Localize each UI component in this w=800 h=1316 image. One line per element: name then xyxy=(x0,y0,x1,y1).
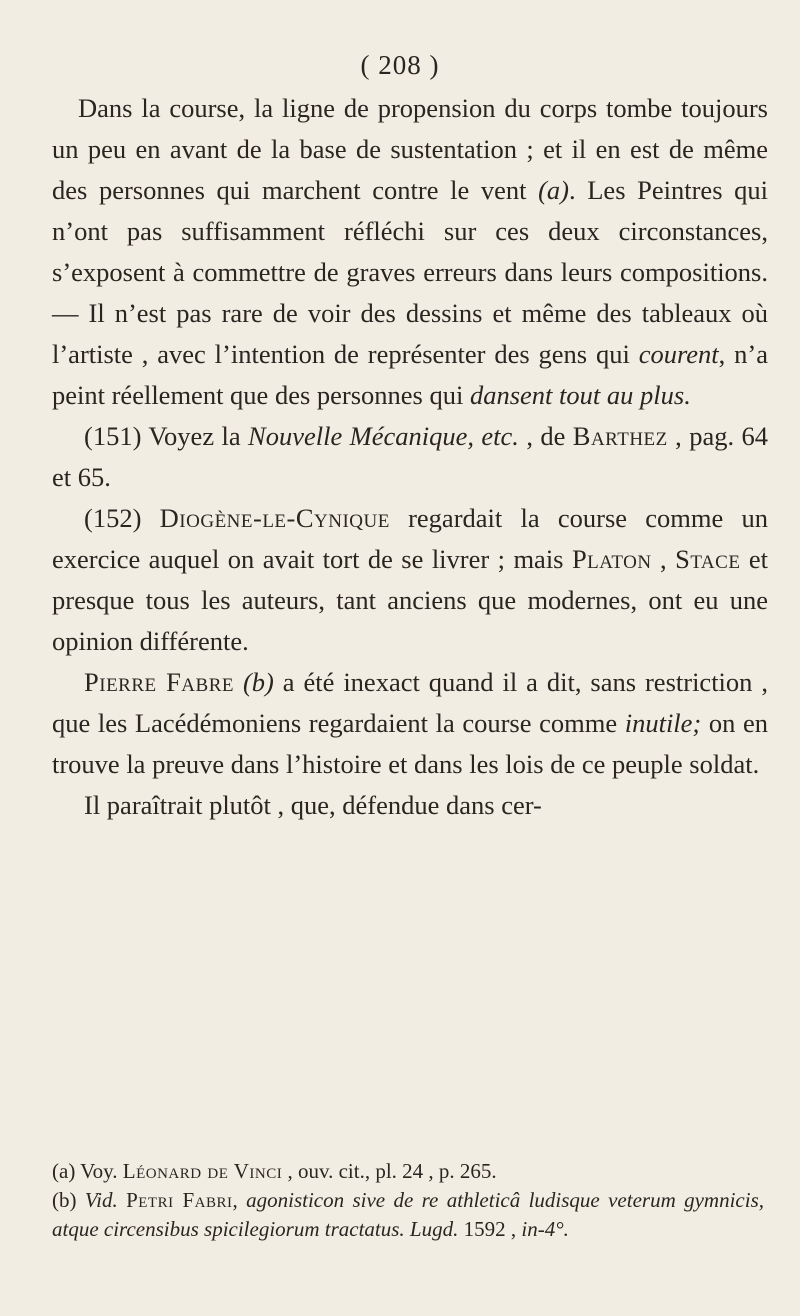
italic-format: in-4°. xyxy=(521,1217,569,1241)
footnote-marker: (b) xyxy=(52,1188,77,1212)
author-name: Pierre Fabre xyxy=(84,667,234,697)
author-name: Diogène-le-Cynique xyxy=(159,503,390,533)
text-fragment: 1592 , xyxy=(458,1217,522,1241)
paragraph-continuation xyxy=(52,785,768,826)
main-text xyxy=(52,88,768,826)
text-fragment: , ouv. cit., pl. 24 , p. 265. xyxy=(282,1159,497,1183)
author-name: Stace xyxy=(675,544,741,574)
text-fragment: Voy. xyxy=(75,1159,123,1183)
footnotes xyxy=(52,1157,764,1244)
paragraph-152 xyxy=(52,498,768,662)
author-name: Petri Fabri xyxy=(126,1188,233,1212)
text-fragment: , de xyxy=(518,421,573,451)
text-fragment xyxy=(118,1188,126,1212)
paragraph-number: (152) xyxy=(84,503,142,533)
author-name: Barthez xyxy=(572,421,668,451)
paragraph-fabre xyxy=(52,662,768,785)
italic-inutile: inutile; xyxy=(624,708,702,738)
note-ref-a: (a) xyxy=(538,175,569,205)
footnote-a xyxy=(52,1157,764,1186)
italic-dansent: dansent tout au plus. xyxy=(469,380,691,410)
text-fragment: on en trouve la preuve dans l’histoire et dans les lois de ce peuple soldat. xyxy=(52,708,768,779)
text-fragment: . Les Peintres qui n’ont pas suffisamment réfléchi sur ces deux circonstances, s’exposent à commettre de graves erreurs dans leurs compositions. — Il n’est pas rare de voir des dessins et même des tableaux où l’artiste , avec l’intention de représenter des gens qui xyxy=(52,175,768,369)
italic-title: Nouvelle Mécanique, etc. xyxy=(248,421,519,451)
author-name: Platon xyxy=(571,544,652,574)
text-fragment: a été inexact quand il a dit, sans restriction , que les Lacédémoniens regardaient la course comme xyxy=(52,667,768,738)
text-fragment: regardait la course comme un exercice auquel on avait tort de se livrer ; mais xyxy=(52,503,769,574)
text-fragment: , n’a peint réellement que des personnes qui xyxy=(52,339,768,410)
author-name: Léonard de Vinci xyxy=(122,1159,283,1183)
paragraph-number: (151) xyxy=(84,421,142,451)
paragraph-course xyxy=(52,88,768,416)
paragraph-151 xyxy=(52,416,768,498)
footnote-marker: (a) xyxy=(52,1159,76,1183)
italic-book-title: agonisticon sive de re athleticâ ludisque veterum gymnicis, atque circensibus spicilegiorum tractatus. Lugd. xyxy=(52,1188,765,1241)
note-ref-b: (b) xyxy=(242,667,274,697)
text-fragment: Dans la course, la ligne de propension du corps tombe toujours un peu en avant de la base de sustentation ; et il en est de même des personnes qui marchent contre le vent xyxy=(52,93,768,205)
text-fragment: et presque tous les auteurs, tant anciens que modernes, ont eu une opinion différente. xyxy=(52,544,768,656)
text-fragment: Il paraîtrait plutôt , que, défendue dans cer- xyxy=(84,790,542,820)
text-fragment: , xyxy=(232,1188,247,1212)
text-fragment: , pag. 64 et 65. xyxy=(52,421,768,492)
italic-vid: Vid. xyxy=(76,1188,118,1212)
text-fragment: , xyxy=(651,544,676,574)
italic-courent: courent xyxy=(638,339,719,369)
page-number: ( 208 ) xyxy=(360,50,440,80)
footnote-b xyxy=(52,1186,764,1244)
text-fragment: Voyez la xyxy=(141,421,249,451)
